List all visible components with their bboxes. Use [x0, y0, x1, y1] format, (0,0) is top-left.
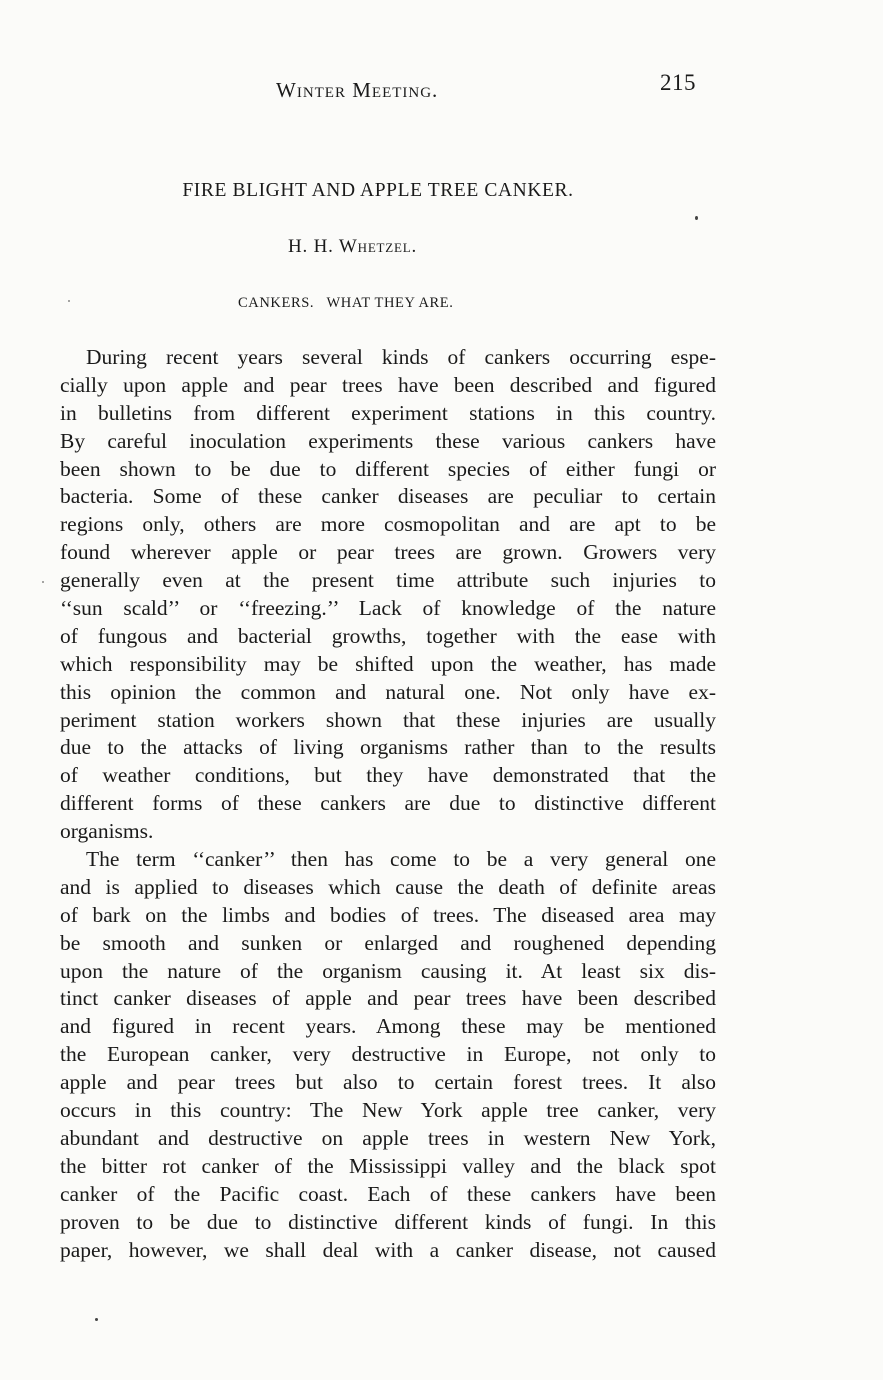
body-text	[60, 344, 716, 1264]
text-line: occurs in this country: The New York apple tree canker, very	[60, 1098, 716, 1123]
text-line: apple and pear trees but also to certain forest trees. It also	[60, 1070, 716, 1095]
ink-speck	[68, 300, 70, 302]
text-line: of fungous and bacterial growths, together with the ease with	[60, 623, 716, 648]
text-line: ‘‘sun scald’’ or ‘‘freezing.’’ Lack of knowledge of the nature	[60, 596, 716, 621]
text-line: generally even at the present time attribute such injuries to	[60, 568, 716, 593]
text-line: due to the attacks of living organisms rather than to the results	[60, 735, 716, 760]
text-line: of bark on the limbs and bodies of trees. The diseased area may	[60, 902, 716, 927]
text-line: cially upon apple and pear trees have been described and figured	[60, 372, 716, 397]
article-title: FIRE BLIGHT AND APPLE TREE CANKER.	[182, 180, 574, 201]
text-line: During recent years several kinds of cankers occurring espe-	[86, 345, 716, 369]
text-line: different forms of these cankers are due to distinctive different	[60, 791, 716, 816]
text-line: bacteria. Some of these canker diseases are peculiar to certain	[60, 484, 716, 509]
ink-speck	[695, 216, 698, 220]
text-line: By careful inoculation experiments these various cankers have	[60, 428, 716, 453]
text-line: and figured in recent years. Among these may be mentioned	[60, 1014, 716, 1039]
text-line: this opinion the common and natural one. Not only have ex-	[60, 679, 716, 704]
ink-speck	[42, 581, 44, 583]
text-line: the European canker, very destructive in Europe, not only to	[60, 1042, 716, 1067]
text-line: abundant and destructive on apple trees in western New York,	[60, 1125, 716, 1150]
text-line: paper, however, we shall deal with a canker disease, not caused	[60, 1237, 716, 1262]
text-line: canker of the Pacific coast. Each of these cankers have been	[60, 1181, 716, 1206]
text-line: regions only, others are more cosmopolitan and are apt to be	[60, 512, 716, 537]
text-line: of weather conditions, but they have demonstrated that the	[60, 763, 716, 788]
text-line: found wherever apple or pear trees are grown. Growers very	[60, 540, 716, 565]
ink-speck	[95, 1318, 98, 1321]
text-line: tinct canker diseases of apple and pear trees have been described	[60, 986, 716, 1011]
text-line: been shown to be due to different species of either fungi or	[60, 456, 716, 481]
text-line: proven to be due to distinctive different kinds of fungi. In this	[60, 1209, 716, 1234]
text-line: upon the nature of the organism causing it. At least six dis-	[60, 958, 716, 983]
text-line: which responsibility may be shifted upon the weather, has made	[60, 651, 716, 676]
text-line: and is applied to diseases which cause the death of definite areas	[60, 874, 716, 899]
page-number: 215	[660, 70, 696, 95]
text-line: the bitter rot canker of the Mississippi valley and the black spot	[60, 1153, 716, 1178]
text-line: organisms.	[60, 819, 154, 844]
author-byline: H. H. Whetzel.	[288, 236, 418, 257]
text-line: be smooth and sunken or enlarged and roughened depending	[60, 930, 716, 955]
text-line: periment station workers shown that these injuries are usually	[60, 707, 716, 732]
text-line: in bulletins from different experiment stations in this country.	[60, 400, 716, 425]
text-line: The term ‘‘canker’’ then has come to be a very general one	[86, 847, 716, 872]
section-heading: CANKERS. WHAT THEY ARE.	[238, 295, 454, 311]
running-head: Winter Meeting.	[276, 78, 439, 102]
